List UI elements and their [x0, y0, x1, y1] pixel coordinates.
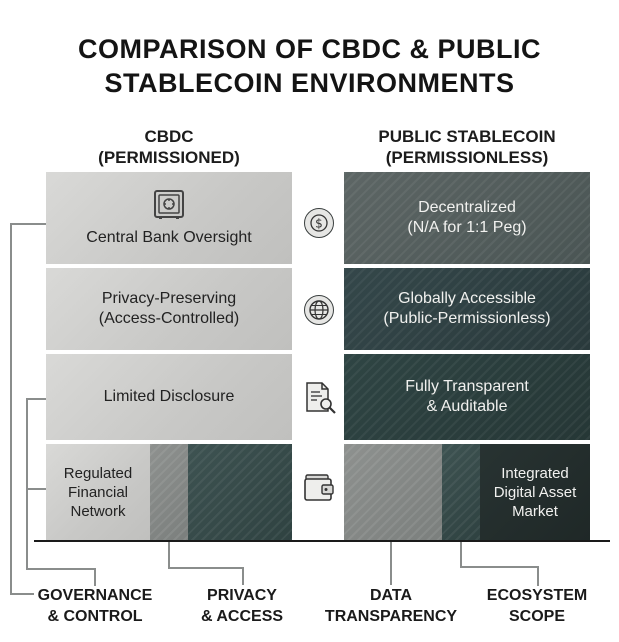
stablecoin-cell-ecosystem-line1: Integrated [501, 464, 569, 482]
footer-governance-line2: & CONTROL [47, 608, 143, 625]
column-name-cbdc: CBDC [144, 127, 194, 146]
cbdc-ecosystem-stripe-grey [150, 444, 188, 540]
footer-governance-line1: GOVERNANCE [37, 587, 153, 604]
stablecoin-cell-privacy [344, 268, 590, 350]
connector-ecosystem-h [28, 488, 46, 490]
column-header-stablecoin [344, 126, 590, 168]
stablecoin-cell-privacy-line1: Globally Accessible [398, 290, 536, 307]
cbdc-cell-transparency-text: Limited Disclosure [103, 388, 235, 405]
column-name-stablecoin: PUBLIC STABLECOIN [378, 127, 556, 146]
connector-governance-h [10, 223, 46, 225]
stablecoin-cell-ecosystem-line3: Market [512, 502, 558, 520]
footer-ecosystem-line2: SCOPE [508, 608, 565, 625]
stablecoin-cell-privacy-line2: (Public-Permissionless) [383, 310, 551, 327]
column-sub-stablecoin: (PERMISSIONLESS) [385, 148, 549, 167]
cbdc-cell-transparency [46, 354, 292, 440]
cbdc-cell-privacy-line2: (Access-Controlled) [98, 310, 240, 327]
stablecoin-cell-ecosystem [480, 444, 590, 540]
column-sub-cbdc: (PERMISSIONED) [98, 148, 240, 167]
connector-data-v [390, 541, 392, 585]
footer-privacy-line2: & ACCESS [200, 608, 284, 625]
stablecoin-cell-transparency-line1: Fully Transparent [405, 378, 529, 395]
title-line-2: STABLECOIN ENVIRONMENTS [104, 68, 515, 98]
cbdc-cell-governance [46, 172, 292, 264]
cbdc-ecosystem-stripe-teal [188, 444, 292, 540]
connector-scope-h [460, 566, 538, 568]
safe-icon [152, 188, 186, 222]
stablecoin-cell-governance-line1: Decentralized [418, 199, 516, 216]
cbdc-cell-ecosystem [46, 444, 150, 540]
footer-data-transparency [316, 585, 466, 627]
footer-ecosystem-scope [478, 585, 596, 627]
stablecoin-ecosystem-stripe-teal [442, 444, 480, 540]
stablecoin-ecosystem-stripe-grey [344, 444, 442, 540]
connector-governance-v [10, 223, 12, 595]
connector-scope-v [460, 541, 462, 567]
footer-privacy-access [180, 585, 304, 627]
cbdc-cell-ecosystem-line3: Network [70, 502, 126, 520]
footer-ecosystem-line1: ECOSYSTEM [486, 587, 588, 604]
globe-icon [304, 295, 334, 325]
diagram-title [0, 32, 619, 100]
stablecoin-cell-governance-line2: (N/A for 1:1 Peg) [407, 219, 527, 236]
cbdc-cell-ecosystem-line1: Regulated [63, 464, 133, 482]
connector-scope-foot [537, 566, 539, 586]
document-search-icon [302, 380, 338, 416]
cbdc-cell-privacy [46, 268, 292, 350]
title-line-1: COMPARISON OF CBDC & PUBLIC [78, 34, 541, 64]
connector-transparency-h [26, 398, 46, 400]
cbdc-cell-governance-text: Central Bank Oversight [86, 229, 252, 246]
connector-transparency-foot-v [94, 568, 96, 586]
stablecoin-cell-transparency-line2: & Auditable [426, 398, 508, 415]
dollar-coin-icon [304, 208, 334, 238]
footer-data-line1: DATA [369, 587, 413, 604]
wallet-icon [302, 472, 336, 504]
stablecoin-cell-ecosystem-line2: Digital Asset [493, 483, 577, 501]
connector-transparency-v [26, 398, 28, 570]
stablecoin-cell-transparency [344, 354, 590, 440]
footer-privacy-line1: PRIVACY [207, 587, 277, 604]
baseline-divider [34, 540, 610, 542]
svg-text:$: $ [315, 216, 323, 231]
cbdc-cell-ecosystem-line2: Financial [67, 483, 129, 501]
stablecoin-cell-governance [344, 172, 590, 264]
footer-governance-control [22, 585, 168, 627]
connector-privacy-v [168, 541, 170, 569]
connector-privacy-foot [242, 567, 244, 585]
footer-data-line2: TRANSPARENCY [324, 608, 458, 625]
connector-privacy-h [168, 567, 242, 569]
cbdc-cell-privacy-line1: Privacy-Preserving [101, 290, 237, 307]
column-header-cbdc [46, 126, 292, 168]
connector-transparency-foot-h [26, 568, 94, 570]
